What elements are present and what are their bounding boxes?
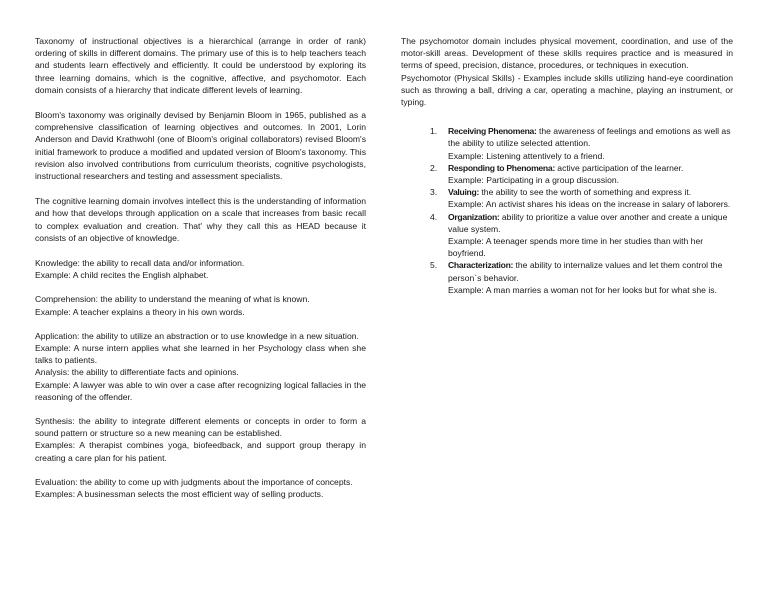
list-term: Receiving Phenomena: — [448, 126, 537, 137]
comprehension-block — [35, 293, 366, 317]
psychomotor-examples-paragraph: Psychomotor (Physical Skills) - Examples include skills utilizing hand-eye coordination such as throwing a ball, driving a car, operating a machine, playing an instrument, or typing. — [401, 72, 733, 108]
synthesis-block — [35, 415, 366, 464]
knowledge-definition: Knowledge: the ability to recall data and/or information. — [35, 258, 245, 269]
intro-paragraph: Taxonomy of instructional objectives is a hierarchical (arrange in order of rank) ordering of skills in different domains. The primary use of this is to help teachers teach and students learn effectively and efficiently. It could be understood by exploring its three learning domains, which is the cognitive, affective, and psychomotor. Each domain consists of a hierarchy that indicate different levels of learning. — [35, 36, 366, 95]
application-analysis-block — [35, 330, 366, 403]
list-number: 5. — [430, 260, 438, 271]
knowledge-example: Example: A child recites the English alphabet. — [35, 270, 209, 281]
list-term: Organization: — [448, 211, 500, 222]
list-number: 1. — [430, 126, 438, 137]
list-number: 4. — [430, 211, 438, 222]
list-description: the ability to internalize values and let them control the person`s behavior. — [448, 260, 723, 283]
list-number: 3. — [430, 187, 438, 198]
list-term: Responding to Phenomena: — [448, 162, 555, 173]
list-item — [401, 259, 733, 296]
list-example: Example: A teenager spends more time in her studies than with her boyfriend. — [448, 236, 704, 259]
synthesis-definition: Synthesis: the ability to integrate different elements or concepts in order to form a sound pattern or structure so a new meaning can be established. — [35, 416, 366, 439]
synthesis-example: Examples: A therapist combines yoga, biofeedback, and support group therapy in creating a care plan for his patient. — [35, 440, 366, 463]
affective-levels-list — [401, 125, 733, 296]
list-example: Example: A man marries a woman not for her looks but for what she is. — [448, 284, 717, 295]
application-example: Example: A nurse intern applies what she learned in her Psychology class when she talks to patients. — [35, 343, 366, 366]
list-item — [401, 186, 733, 210]
blooms-taxonomy-paragraph: Bloom's taxonomy was originally devised by Benjamin Bloom in 1965, published as a comprehensive classification of learning objectives and outcomes. In 2001, Lorin Anderson and David Krathwohl (one of Bloom's original collaborators) revised Bloom's initial framework to produce a modified and updated version of Bloom's taxonomy. This revision also involved contributions from curriculum theorists, cognitive psychologists, instructional researchers and testing and assessment specialists. — [35, 110, 366, 182]
list-example: Example: Listening attentively to a friend. — [448, 150, 605, 161]
comprehension-definition: Comprehension: the ability to understand the meaning of what is known. — [35, 294, 310, 305]
cognitive-domain-paragraph: The cognitive learning domain involves intellect this is the understanding of information and how that develops through application on a scale that increases from basic recall to complex evaluation and creation. That' why they call this as HEAD because it consists of an objective of knowledge. — [35, 196, 366, 243]
comprehension-example: Example: A teacher explains a theory in his own words. — [35, 306, 245, 317]
list-description: active participation of the learner. — [554, 162, 684, 173]
list-item — [401, 125, 733, 162]
list-item — [401, 162, 733, 186]
knowledge-block — [35, 257, 366, 281]
evaluation-block — [35, 476, 366, 500]
list-description: the ability to see the worth of something and express it. — [479, 187, 692, 198]
list-term: Valuing: — [448, 187, 480, 198]
analysis-example: Example: A lawyer was able to win over a case after recognizing logical fallacies in the reasoning of the offender. — [35, 379, 366, 402]
evaluation-example: Examples: A businessman selects the most efficient way of selling products. — [35, 489, 324, 500]
list-number: 2. — [430, 162, 438, 173]
list-description: ability to prioritize a value over another and create a unique value system. — [448, 211, 728, 234]
application-definition: Application: the ability to utilize an abstraction or to use knowledge in a new situation. — [35, 330, 359, 341]
right-column — [401, 35, 733, 296]
analysis-definition: Analysis: the ability to differentiate facts and opinions. — [35, 367, 239, 378]
psychomotor-paragraph: The psychomotor domain includes physical movement, coordination, and use of the motor-skill areas. Development of these skills requires practice and is measured in terms of speed, precision, distance, procedures, or techniques in execution. — [401, 36, 733, 71]
evaluation-definition: Evaluation: the ability to come up with judgments about the importance of concepts. — [35, 476, 353, 487]
list-example: Example: Participating in a group discussion. — [448, 175, 620, 186]
list-example: Example: An activist shares his ideas on the increase in salary of laborers. — [448, 199, 731, 210]
left-column — [35, 35, 366, 500]
list-term: Characterization: — [448, 260, 514, 271]
list-item — [401, 211, 733, 260]
list-description: the awareness of feelings and emotions as well as the ability to utilize selected attention. — [448, 126, 731, 149]
